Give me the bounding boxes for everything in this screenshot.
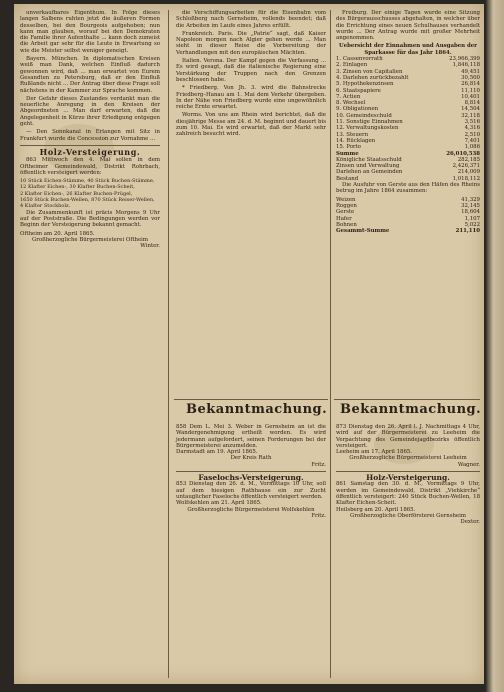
- holz-signer: Dexter.: [460, 519, 480, 526]
- row-value: 1,846,118: [452, 62, 480, 69]
- holz-item: 12 Klafter Eichen-, 30 Klafter Buchen-Scheit,: [20, 184, 135, 191]
- grain-total: [336, 228, 480, 234]
- notice-office: Großherzogliche Bürgermeisterei Leeheim: [349, 455, 467, 462]
- notice-signer: Wagner.: [457, 461, 480, 468]
- row-value: 1,018,112: [452, 175, 480, 182]
- section-text: Die Ausfuhr von Gerste aus den Häfen des Rheins betrug im Jahre 1864 zusammen:: [336, 182, 480, 195]
- row-value: 30,500: [461, 74, 480, 81]
- row-value: 14,504: [461, 106, 480, 113]
- row-value: 2,510: [464, 131, 480, 138]
- total-label: Summe: [336, 150, 359, 157]
- article-friedberg: * Friedberg. Von Jh. 3. wird die Bahnstrecke Friedberg–Hanau am 1. Mai dem Verkehr übergeben. In der Nähe von Friedberg wurde eine ungewöhnlich reiche Ernte erwartet.: [176, 85, 326, 111]
- column-3: [336, 10, 480, 390]
- article-worms: Worms. Von uns am Rhein wird berichtet, daß die diesjährige Messe am 24. d. M. beginnt und dauert bis zum 10. Mai. Es wird erwartet, daß der Markt sehr zahlreich besucht wird.: [176, 112, 326, 138]
- separator: [176, 471, 326, 472]
- holz-conditions: Die Zusammenkunft ist präcis Morgens 9 Uhr auf der Poststraße. Die Bedingungen werden vor Beginn der Versteigerung bekannt gemacht.: [20, 209, 160, 229]
- row-label: 2. Einlagen: [336, 62, 368, 69]
- holz-place: Heilsberg am 20. April 1865.: [336, 506, 416, 513]
- row-label: Hafer: [336, 215, 352, 222]
- row-label: 3. Zinsen von Capitalien: [336, 68, 403, 75]
- row-label: Bestand: [336, 175, 359, 182]
- row-label: 10. Gemeindeschuld: [336, 112, 392, 119]
- column-rule: [330, 10, 331, 678]
- total-value: 26,010,538: [446, 150, 480, 157]
- column-1: [20, 10, 160, 678]
- holz-text: 861 Samstag den 30. d. M., Vormittags 9 Uhr, werden im Gemeindewald, Distrikt „Viehkirche“ öffentlich versteigert: 240 Stück Buchen-Wellen, 18 Klafter Eichen-Scheit.: [336, 481, 480, 507]
- separator: [20, 145, 160, 146]
- office-name: Großherzogliche Bürgermeisterei Oftheim: [31, 236, 148, 243]
- auction-heading: Faselochs-Versteigerung.: [198, 473, 304, 483]
- total-label: Gesammt-Summe: [336, 228, 390, 235]
- holz-item: 4 Klafter Stockholz.: [20, 203, 71, 210]
- adjacent-page-edge: [486, 0, 504, 692]
- row-value: 41,329: [461, 196, 480, 203]
- row-label: 1. Cassenvorrath: [336, 56, 383, 63]
- row-value: 1,086: [464, 144, 480, 151]
- holz-item: 2 Klafter Eichen-, 26 Klafter Buchen-Prügel,: [20, 190, 133, 197]
- column-2: [176, 10, 326, 390]
- row-label: 5. Hypothekenzinsen: [336, 81, 394, 88]
- row-label: 7. Actien: [336, 93, 361, 100]
- article-paragraph: unverkaufbares Eigenthum. In Folge dieses langen Salbens ruhten jetzt die äußeren Formen desselben, bei den Bourgeois aufgehoben; nun kann man glauben, worauf bei den Demokraten die Familie ihrer Aufenthalte ... kann doch zumeist die Arbeit gar sehr für die Leute in Erwartung so wie die Meister selbst weniger geneigt.: [20, 10, 160, 54]
- article-paragraph: Der Gefahr dieses Zustandes verdankt man die neuerliche Anregung in den Kreisen der Abgeordneten ... Man darf erwarten, daß die Angelegenheit in Kürze ihrer Erledigung entgegen geht.: [20, 95, 160, 128]
- holz-office: Großherzogliche Oberförsterei Gernsheim: [350, 512, 466, 519]
- account-table: [336, 56, 480, 150]
- article-paragraph: die Verschiffungsarbeiten für die Eisenbahn vom Schloßberg nach Gernsheim, vollends beendet; daß die Arbeiten im Laufe eines Jahres erfüllt.: [176, 10, 326, 29]
- row-label: 4. Darlehen zurückbezahlt: [336, 74, 409, 81]
- row-value: 5,022: [464, 221, 480, 228]
- holz-item: 10 Stück Eichen-Stämme, 40 Stück Buchen-Stämme,: [20, 178, 155, 185]
- row-label: 13. Steuern: [336, 131, 369, 138]
- newspaper-page: [14, 4, 484, 684]
- notice-heading: Bekanntmachung.: [186, 402, 328, 417]
- row-label: 15. Porto: [336, 144, 361, 151]
- table-title: Uebersicht der Einnahmen und Ausgaben der Sparkasse für das Jahr 1864.: [339, 43, 477, 56]
- grain-table: [336, 197, 480, 228]
- notice-place: Darmstadt am 19. April 1865.: [176, 449, 258, 456]
- article-paragraph: — Den Sonnkanal in Erlangen mit Sitz in Frankfurt wurde die Concession zur Vornahme ...: [20, 129, 160, 142]
- notice-heading: Bekanntmachung.: [340, 402, 482, 417]
- signer-name: Winter.: [140, 243, 160, 250]
- notice-text: 873 Dienstag den 26. April l. J. Nachmittags 4 Uhr, wird auf der Bürgermeisterei zu Leeheim die Verpachtung des Gemeindejagdbezirks öffentlich versteigert.: [336, 424, 480, 449]
- row-value: 32,145: [461, 202, 480, 209]
- row-label: Königliche Staatsschuld: [336, 156, 402, 163]
- row-value: 1,107: [464, 215, 480, 222]
- account-table-2: [336, 157, 480, 182]
- row-label: 11. Sonstige Einnahmen: [336, 119, 403, 126]
- row-value: 4,316: [464, 125, 480, 132]
- row-value: 18,604: [461, 209, 480, 216]
- row-value: 49,451: [461, 68, 480, 75]
- row-label: 12. Verwaltungskosten: [336, 125, 399, 132]
- row-value: 26,814: [461, 81, 480, 88]
- notice-text: 858 Dem L. Mei 3. Weber in Gernsheim an ist die Wandergenehmigung ertheilt worden. Es wird jedermann aufgefordert, seinen Forderungen bei der Bürgermeisterei anzumelden.: [176, 424, 326, 449]
- auction-office: Großherzogliche Bürgermeisterei Wolfskehlen: [187, 506, 315, 513]
- row-value: 10,401: [461, 93, 480, 100]
- row-label: 6. Staatspapiere: [336, 87, 381, 94]
- row-label: 8. Wechsel: [336, 100, 366, 107]
- separator: [334, 399, 480, 400]
- auction-text: 853 Dienstag den 26. d. M., Vormittags 10 Uhr, soll auf dem hiesigen Rathhause ein zur Zucht untauglicher Faselochs öffentlich versteigert werden.: [176, 481, 326, 500]
- separator: [174, 399, 328, 400]
- notice-place: Leeheim am 17. April 1865.: [336, 449, 413, 456]
- row-value: 2,426,371: [452, 163, 480, 170]
- notice-office: Der Kreis Rath: [230, 455, 272, 462]
- article-frankreich: Frankreich. Paris. Die „Patrie“ sagt, daß Kaiser Napoleon morgen nach Algier gehen werde ... Man sieht in dieser Reise die Vorbereitung der Verhandlungen mit den europäischen Mächten.: [176, 30, 326, 56]
- total-value: 211,110: [455, 228, 480, 235]
- row-value: 23,966,399: [449, 56, 480, 63]
- row-value: 8,814: [464, 100, 480, 107]
- row-label: Darlehen an Gemeinden: [336, 169, 403, 176]
- row-label: Roggen: [336, 202, 357, 209]
- article-italien: Italien. Verona. Der Kampf gegen die Verfassung ... Es wird gesagt, daß die italienische Regierung eine Verstärkung der Truppen nach den Grenzen beschlossen habe.: [176, 58, 326, 83]
- row-value: 282,185: [457, 156, 480, 163]
- row-value: 32,118: [461, 112, 480, 119]
- article-freiburg: Freiburg. Der einige Tagen wurde eine Sitzung des Bürgerausschusses abgehalten, in welcher über die Errichtung eines neuen Schulhauses verhandelt wurde ... Der Antrag wurde mit großer Mehrheit angenommen.: [336, 10, 480, 42]
- article-paragraph: Bayern. München. In diplomatischen Kreisen weiß man Dank, welchen Einfluß dadurch gewonnen wird, daß ... man erwartet von Eurem Gesandten zu Petersburg, daß er den Einfluß Rußlands nicht ... Der Antrag über diese Frage soll nächstens in der Kammer zur Sprache kommen.: [20, 56, 160, 94]
- row-label: Bohnen: [336, 221, 357, 228]
- row-value: 214,009: [457, 169, 480, 176]
- holz-item: 1650 Stück Buchen-Wellen, 870 Stück Reiser-Wellen,: [20, 197, 155, 204]
- row-value: 3,516: [464, 119, 480, 126]
- row-label: Weizen: [336, 196, 356, 203]
- auction-signer: Fritz.: [311, 512, 326, 519]
- row-value: 7,401: [464, 137, 480, 144]
- place-date: Oftheim am 20. April 1865.: [20, 230, 95, 237]
- holz-item-list: [20, 178, 160, 209]
- auction-place: Wolfskehlen am 21. April 1865.: [176, 500, 262, 507]
- notice-body: [176, 424, 326, 519]
- notice-signer: Fritz.: [311, 461, 326, 468]
- row-label: 9. Obligationen: [336, 106, 379, 113]
- row-label: 14. Rücklagen: [336, 137, 376, 144]
- row-label: Gerste: [336, 209, 355, 216]
- holz-heading: Holz-Versteigerung.: [39, 146, 141, 157]
- row-value: 11,110: [461, 87, 480, 94]
- holz-intro: 863 Mittwoch den 4. Mai sollen in dem Oftheimer Gemeindewald, Distrikt Rohrbach, öffentlich versteigert werden:: [20, 157, 160, 176]
- separator: [336, 471, 480, 472]
- notice-body: [336, 424, 480, 525]
- holz-heading: Holz-Versteigerung.: [366, 473, 450, 483]
- row-label: Zinsen und Verwaltung: [336, 163, 400, 170]
- column-rule: [168, 10, 169, 678]
